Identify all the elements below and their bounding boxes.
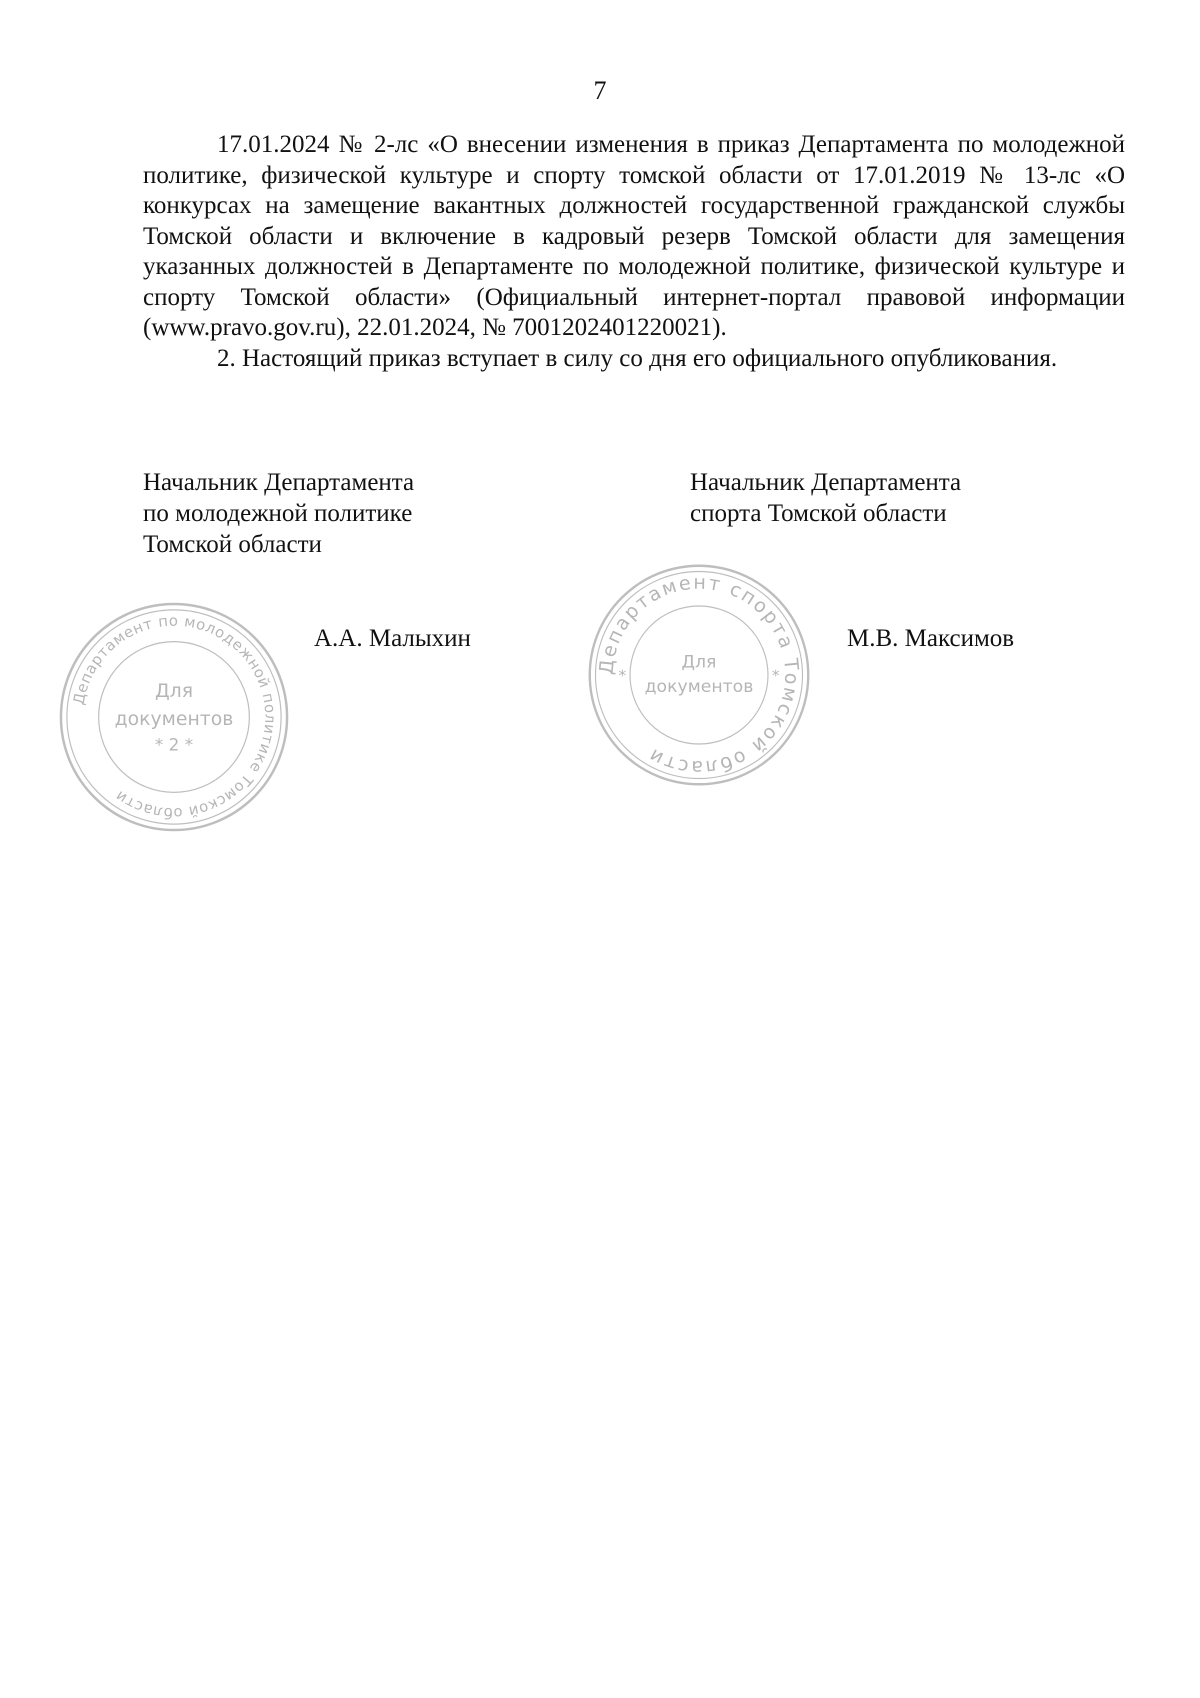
signer-right-title-line: спорта Томской области bbox=[690, 500, 947, 527]
document-body bbox=[143, 130, 1125, 374]
seal-right-center-line: документов bbox=[644, 677, 754, 698]
seal-right-center-line: Для bbox=[681, 652, 717, 673]
signer-left-title bbox=[143, 467, 563, 560]
signer-left-name: А.А. Малыхин bbox=[314, 625, 471, 652]
signer-right-name: М.В. Максимов bbox=[847, 625, 1015, 652]
seal-left-center-line: документов bbox=[114, 708, 234, 730]
signer-left-title-line: по молодежной политике bbox=[143, 500, 413, 527]
seal-left-center-line: Для bbox=[154, 681, 194, 703]
official-seal-left bbox=[55, 598, 293, 836]
signer-left-title-line: Начальник Департамента bbox=[143, 469, 415, 496]
seal-right-ring-text: Департамент спорта Томской области bbox=[594, 570, 804, 780]
paragraph-effective-date: 2. Настоящий приказ вступает в силу со дня его официального опубликования. bbox=[217, 344, 1058, 372]
paragraph-reference: 17.01.2024 № 2-лс «О внесении изменения в приказ Департамента по молодежной политике, физической культуре и спорту томской области от 17.01.2019 № 13-лс «О конкурсах на замещение вакантных должностей государственной гражданской службы Томской области и включение в кадровый резерв Томской области для замещения указанных должностей в Департаменте по молодежной политике, физической культуре и спорту Томской области» (Официальный интернет-портал правовой информации (www.pravo.gov.ru), 22.01.2024, № 7001202401220021). bbox=[143, 131, 1125, 341]
seal-right-star-right-icon: * bbox=[771, 666, 780, 685]
signer-right-title bbox=[690, 467, 1110, 529]
seal-left-ring-text: Департамент по молодежной политике Томской области bbox=[69, 611, 280, 823]
page-number: 7 bbox=[593, 76, 607, 105]
signer-right-title-line: Начальник Департамента bbox=[690, 469, 962, 496]
official-seal-right bbox=[584, 560, 814, 790]
seal-left-center-line: * 2 * bbox=[154, 734, 194, 755]
signer-left-title-line: Томской области bbox=[143, 531, 322, 558]
seal-right-star-left-icon: * bbox=[618, 666, 627, 685]
